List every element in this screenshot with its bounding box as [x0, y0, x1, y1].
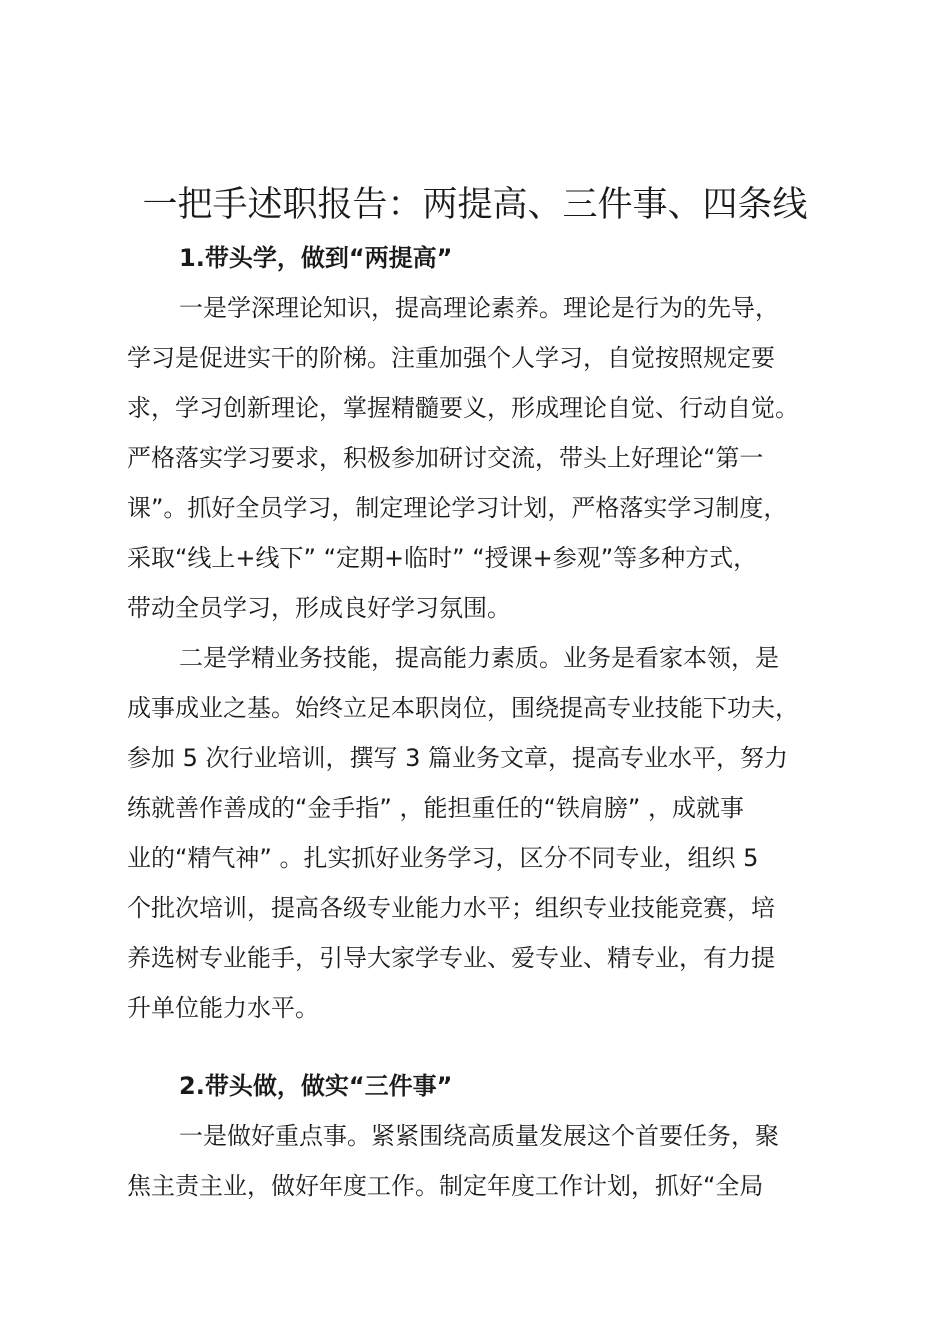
document-body: [127, 233, 857, 1211]
text-line: 养选树专业能手，引导大家学专业、爱专业、精专业，有力提: [127, 944, 775, 972]
text-line: 升单位能力水平。: [127, 994, 319, 1022]
text-line: 成事成业之基。始终立足本职岗位，围绕提高专业技能下功夫，: [127, 694, 799, 722]
paragraph-key-tasks: [127, 1111, 857, 1211]
paragraph-study-theory: [127, 283, 857, 633]
text-line: 严格落实学习要求，积极参加研讨交流，带头上好理论“第一: [127, 444, 764, 472]
text-line: 学习是促进实干的阶梯。注重加强个人学习，自觉按照规定要: [127, 344, 775, 372]
text-line: 个批次培训，提高各级专业能力水平；组织专业技能竞赛，培: [127, 894, 775, 922]
section-heading-1: 1.带头学，做到“两提高”: [179, 244, 453, 272]
text-line: 求，学习创新理论，掌握精髓要义，形成理论自觉、行动自觉。: [127, 394, 799, 422]
document-title: 一把手述职报告：两提高、三件事、四条线: [142, 185, 808, 225]
text-line: 练就善作善成的“金手指” ，能担重任的“铁肩膀” ，成就事: [127, 794, 744, 822]
text-line: 一是学深理论知识，提高理论素养。理论是行为的先导，: [179, 294, 779, 322]
section-heading-2: 2.带头做，做实“三件事”: [179, 1072, 453, 1100]
text-line: 业的“精气神” 。扎实抓好业务学习，区分不同专业，组织 5: [127, 844, 759, 872]
text-line: 参加 5 次行业培训，撰写 3 篇业务文章，提高专业水平，努力: [127, 744, 789, 772]
text-line: 带动全员学习，形成良好学习氛围。: [127, 594, 511, 622]
text-line: 二是学精业务技能，提高能力素质。业务是看家本领，是: [179, 644, 779, 672]
text-line: 课”。抓好全员学习，制定理论学习计划，严格落实学习制度，: [127, 494, 788, 522]
text-line: 一是做好重点事。紧紧围绕高质量发展这个首要任务，聚: [179, 1122, 779, 1150]
text-line: 采取“线上+线下” “定期+临时” “授课+参观”等多种方式，: [127, 544, 758, 572]
text-line: 焦主责主业，做好年度工作。制定年度工作计划，抓好“全局: [127, 1172, 764, 1200]
paragraph-study-skills: [127, 633, 857, 1033]
